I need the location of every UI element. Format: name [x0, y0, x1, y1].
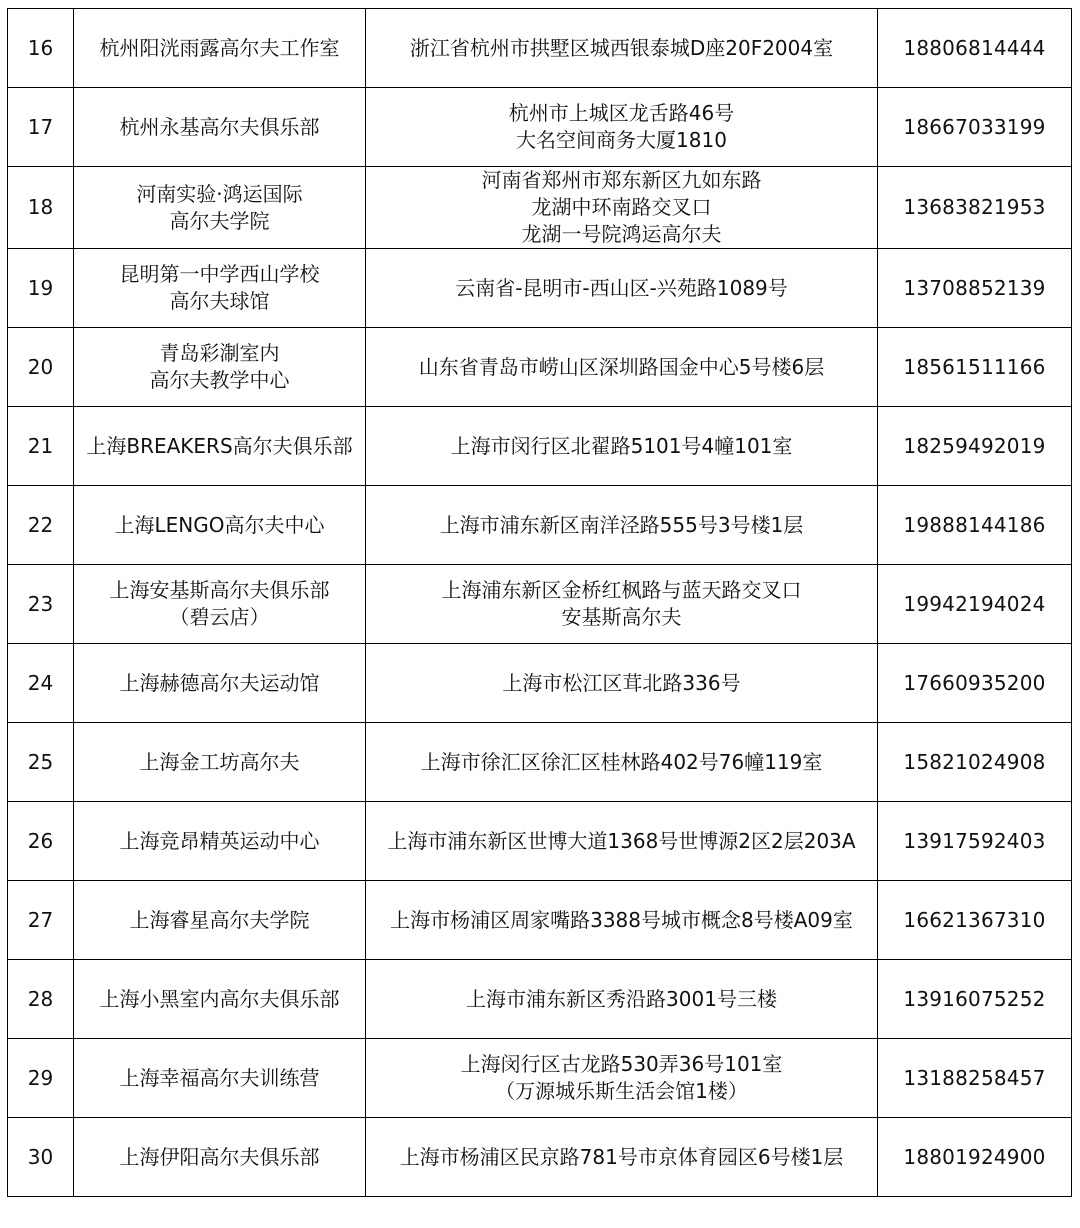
phone-number-cell: 13188258457: [878, 1039, 1072, 1118]
table-row: [8, 644, 1072, 723]
venue-name-cell: [74, 644, 366, 723]
venue-name-line: 上海竞昂精英运动中心: [119, 828, 320, 853]
table-row: [8, 802, 1072, 881]
venue-address-cell: [366, 960, 878, 1039]
venue-name-line: 上海伊阳高尔夫俱乐部: [119, 1144, 320, 1169]
row-number-cell: 26: [8, 802, 74, 881]
phone-number-cell: 18801924900: [878, 1118, 1072, 1197]
venue-address-line: 山东省青岛市崂山区深圳路国金中心5号楼6层: [418, 354, 825, 379]
phone-number-cell: 16621367310: [878, 881, 1072, 960]
venue-name-cell: [74, 960, 366, 1039]
venue-name-cell: [74, 407, 366, 486]
table-row: [8, 328, 1072, 407]
venue-name-line: 河南实验·鸿运国际: [136, 181, 303, 206]
venue-address-line: 上海市松江区茸北路336号: [502, 670, 741, 695]
venue-address-line: 上海市浦东新区世博大道1368号世博源2区2层203A: [387, 828, 856, 853]
row-number-cell: 17: [8, 88, 74, 167]
table-row: [8, 723, 1072, 802]
row-number-cell: 23: [8, 565, 74, 644]
venue-address-line: 龙湖中环南路交叉口: [531, 195, 712, 219]
venue-address-line: 安基斯高尔夫: [561, 605, 682, 629]
venue-name-line: 昆明第一中学西山学校: [119, 262, 320, 286]
venue-table-sheet: [7, 8, 1071, 1197]
venue-address-cell: [366, 644, 878, 723]
row-number-cell: 18: [8, 167, 74, 249]
venue-address-cell: [366, 881, 878, 960]
table-row: [8, 407, 1072, 486]
venue-name-line: 高尔夫学院: [169, 208, 270, 233]
table-row: [8, 565, 1072, 644]
venue-name-cell: [74, 1118, 366, 1197]
phone-number-cell: 18259492019: [878, 407, 1072, 486]
phone-number-cell: 13683821953: [878, 167, 1072, 249]
phone-number-cell: 19888144186: [878, 486, 1072, 565]
row-number-cell: 20: [8, 328, 74, 407]
venue-name-line: 上海BREAKERS高尔夫俱乐部: [86, 433, 353, 458]
row-number-cell: 19: [8, 249, 74, 328]
table-row: [8, 1039, 1072, 1118]
venue-name-line: 青岛彩淛室内: [159, 341, 280, 365]
venue-address-line: 大名空间商务大厦1810: [516, 128, 727, 152]
row-number-cell: 24: [8, 644, 74, 723]
table-row: [8, 960, 1072, 1039]
phone-number-cell: 18561511166: [878, 328, 1072, 407]
row-number-cell: 30: [8, 1118, 74, 1197]
venue-name-line: 上海小黑室内高尔夫俱乐部: [99, 986, 340, 1011]
venue-address-cell: [366, 407, 878, 486]
table-row: [8, 486, 1072, 565]
venue-name-cell: [74, 565, 366, 644]
table-row: [8, 167, 1072, 249]
table-row: [8, 249, 1072, 328]
venue-address-cell: [366, 723, 878, 802]
venue-address-line: 上海市徐汇区徐汇区桂林路402号76幢119室: [420, 749, 823, 774]
venue-name-line: 上海赫德高尔夫运动馆: [119, 670, 320, 695]
venue-address-line: 上海闵行区古龙路530弄36号101室: [460, 1052, 783, 1076]
phone-number-cell: 18667033199: [878, 88, 1072, 167]
venue-name-line: 高尔夫教学中心: [149, 368, 290, 392]
venue-address-line: 上海浦东新区金桥红枫路与蓝天路交叉口: [441, 578, 802, 602]
row-number-cell: 28: [8, 960, 74, 1039]
venue-name-cell: [74, 9, 366, 88]
venue-name-cell: [74, 486, 366, 565]
venue-name-cell: [74, 881, 366, 960]
venue-name-cell: [74, 328, 366, 407]
phone-number-cell: 15821024908: [878, 723, 1072, 802]
phone-number-cell: 13708852139: [878, 249, 1072, 328]
venue-name-line: 上海安基斯高尔夫俱乐部: [109, 578, 330, 602]
phone-number-cell: 19942194024: [878, 565, 1072, 644]
venue-address-line: 上海市杨浦区周家嘴路3388号城市概念8号楼A09室: [390, 907, 853, 932]
venue-address-cell: [366, 88, 878, 167]
venue-name-line: （碧云店）: [169, 605, 270, 629]
venue-name-cell: [74, 88, 366, 167]
venue-address-line: 龙湖一号院鸿运高尔夫: [521, 222, 722, 246]
venue-name-cell: [74, 723, 366, 802]
venue-name-line: 杭州阳洸雨露高尔夫工作室: [99, 35, 340, 60]
venue-address-line: 浙江省杭州市拱墅区城西银泰城D座20F2004室: [409, 35, 834, 60]
table-row: [8, 88, 1072, 167]
venue-address-cell: [366, 565, 878, 644]
venue-name-line: 上海金工坊高尔夫: [139, 749, 300, 774]
phone-number-cell: 13917592403: [878, 802, 1072, 881]
table-row: [8, 881, 1072, 960]
venue-name-cell: [74, 802, 366, 881]
venue-address-cell: [366, 249, 878, 328]
venue-address-line: 杭州市上城区龙舌路46号: [508, 101, 735, 125]
venue-address-line: 上海市杨浦区民京路781号市京体育园区6号楼1层: [399, 1144, 844, 1169]
table-row: [8, 9, 1072, 88]
venue-name-cell: [74, 167, 366, 249]
row-number-cell: 21: [8, 407, 74, 486]
phone-number-cell: 13916075252: [878, 960, 1072, 1039]
venue-address-cell: [366, 328, 878, 407]
venue-address-line: 上海市闵行区北翟路5101号4幢101室: [450, 433, 793, 458]
venue-name-line: 上海LENGO高尔夫中心: [114, 512, 325, 537]
venue-table: [7, 8, 1072, 1197]
venue-name-line: 杭州永基高尔夫俱乐部: [119, 114, 320, 139]
venue-name-line: 上海睿星高尔夫学院: [129, 907, 310, 932]
venue-address-cell: [366, 9, 878, 88]
row-number-cell: 22: [8, 486, 74, 565]
venue-address-cell: [366, 486, 878, 565]
row-number-cell: 16: [8, 9, 74, 88]
venue-table-body: [8, 9, 1072, 1197]
row-number-cell: 29: [8, 1039, 74, 1118]
phone-number-cell: 17660935200: [878, 644, 1072, 723]
venue-address-line: 河南省郑州市郑东新区九如东路: [481, 168, 762, 192]
venue-address-line: 上海市浦东新区南洋泾路555号3号楼1层: [439, 512, 804, 537]
table-row: [8, 1118, 1072, 1197]
venue-address-line: 上海市浦东新区秀沿路3001号三楼: [466, 986, 777, 1011]
venue-address-cell: [366, 167, 878, 249]
venue-name-cell: [74, 1039, 366, 1118]
venue-address-cell: [366, 1118, 878, 1197]
venue-address-cell: [366, 802, 878, 881]
row-number-cell: 25: [8, 723, 74, 802]
venue-address-line: 云南省-昆明市-西山区-兴苑路1089号: [455, 275, 788, 300]
venue-name-cell: [74, 249, 366, 328]
venue-address-line: （万源城乐斯生活会馆1楼）: [495, 1079, 748, 1103]
venue-name-line: 上海幸福高尔夫训练营: [119, 1065, 320, 1090]
venue-name-line: 高尔夫球馆: [169, 289, 270, 313]
row-number-cell: 27: [8, 881, 74, 960]
phone-number-cell: 18806814444: [878, 9, 1072, 88]
venue-address-cell: [366, 1039, 878, 1118]
